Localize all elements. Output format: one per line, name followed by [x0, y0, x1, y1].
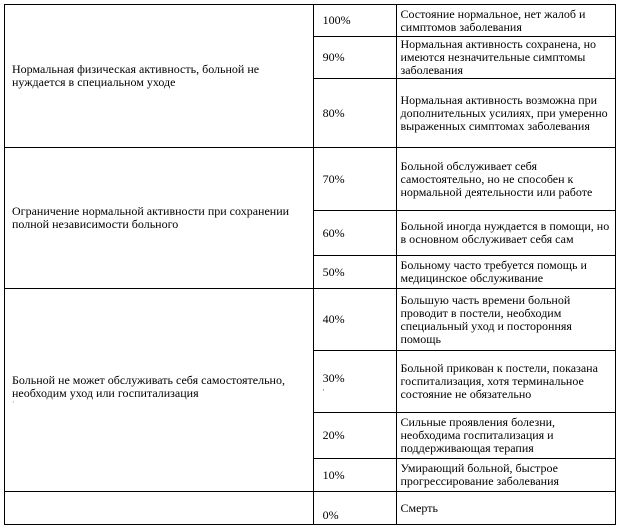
percent-cell: 10%: [313, 459, 397, 492]
group-label-empty: [5, 492, 314, 525]
description-cell: Состояние нормальное, нет жалоб и симптомов заболевания: [397, 5, 616, 37]
stray-mark: ·: [12, 398, 15, 407]
description-cell: Сильные проявления болезни, необходима госпитализация и поддерживающая терапия: [397, 413, 616, 459]
stray-mark: ,: [322, 383, 325, 392]
percent-cell: 60%: [313, 211, 397, 256]
description-cell: Больному часто требуется помощь и медицинское обслуживание: [397, 256, 616, 289]
description-cell: Большую часть времени больной проводит в постели, необходим специальный уход и посторонняя помощь: [397, 289, 616, 351]
percent-cell: 80%: [313, 79, 397, 148]
percent-cell: 90%: [313, 37, 397, 79]
description-cell: Нормальная активность сохранена, но имеются незначительные симптомы заболевания: [397, 37, 616, 79]
group-label-text: Больной не может обслуживать себя самостоятельно, необходим уход или госпитализация: [12, 373, 285, 400]
table-row: [5, 5, 616, 37]
percent-cell: 70%: [313, 148, 397, 211]
percent-text: 30%: [322, 371, 345, 385]
description-cell: Смерть: [397, 492, 616, 525]
percent-cell: 0%: [313, 492, 397, 525]
percent-cell: 50%: [313, 256, 397, 289]
description-cell: Больной обслуживает себя самостоятельно, но не способен к нормальной деятельности или работе: [397, 148, 616, 211]
karnofsky-scale-table: [4, 4, 616, 525]
percent-cell: 40%: [313, 289, 397, 351]
table-row: [5, 492, 616, 525]
description-cell: Умирающий больной, быстрое прогрессирование заболевания: [397, 459, 616, 492]
percent-cell: 20%: [313, 413, 397, 459]
group-label-cannot-self-care: [5, 289, 314, 492]
description-cell: Нормальная активность возможна при дополнительных усилиях, при умеренно выраженных симптомах заболевания: [397, 79, 616, 148]
table-row: [5, 148, 616, 211]
percent-cell: 100%: [313, 5, 397, 37]
group-label-normal-activity: Нормальная физическая активность, больной не нуждается в специальном уходе: [5, 5, 314, 148]
percent-cell: [313, 351, 397, 413]
description-cell: Больной иногда нуждается в помощи, но в основном обслуживает себя сам: [397, 211, 616, 256]
group-label-limited-activity: Ограничение нормальной активности при сохранении полной независимости больного: [5, 148, 314, 289]
table-row: [5, 289, 616, 351]
description-cell: Больной прикован к постели, показана госпитализация, хотя терминальное состояние не обязательно: [397, 351, 616, 413]
